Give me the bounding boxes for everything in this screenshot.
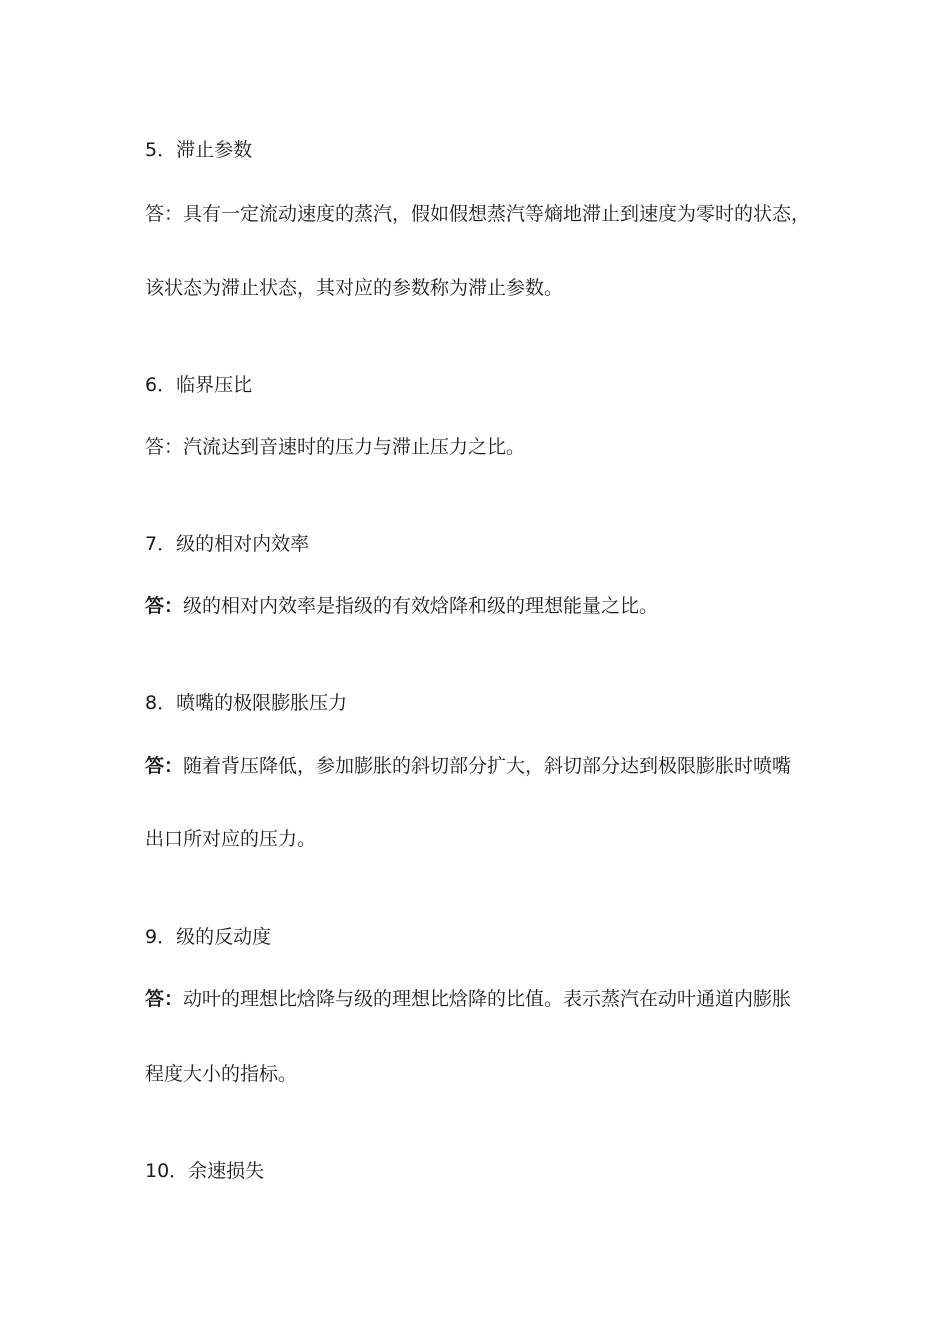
answer-line-continued: 该状态为滞止状态，其对应的参数称为滞止参数。 [145,277,564,299]
answer-line [145,986,825,1012]
answer-line-continued: 程度大小的指标。 [145,1063,298,1085]
heading-stagnation-parameters: 5．滞止参数 [145,139,253,161]
answer-label: 答： [145,203,184,225]
heading-leaving-velocity-loss: 10．余速损失 [145,1160,265,1182]
answer-line [145,434,825,460]
answer-line [145,753,825,779]
answer-label: 答： [145,595,184,617]
answer-line [145,593,825,619]
heading-stage-reaction-degree: 9．级的反动度 [145,926,272,948]
answer-line-continued: 出口所对应的压力。 [145,828,317,850]
answer-text: 汽流达到音速时的压力与滞止压力之比。 [183,436,526,458]
answer-text: 级的相对内效率是指级的有效焓降和级的理想能量之比。 [183,595,659,617]
answer-text: 具有一定流动速度的蒸汽，假如假想蒸汽等熵地滞止到速度为零时的状态， [183,203,811,225]
answer-text: 动叶的理想比焓降与级的理想比焓降的比值。表示蒸汽在动叶通道内膨胀 [183,988,792,1010]
heading-nozzle-limit-expansion-pressure: 8．喷嘴的极限膨胀压力 [145,692,348,714]
heading-stage-internal-efficiency: 7．级的相对内效率 [145,533,310,555]
answer-line [145,201,825,227]
answer-label: 答： [145,988,184,1010]
heading-critical-pressure-ratio: 6．临界压比 [145,374,253,396]
answer-text: 随着背压降低，参加膨胀的斜切部分扩大，斜切部分达到极限膨胀时喷嘴 [183,755,792,777]
answer-label: 答： [145,755,184,777]
answer-label: 答： [145,436,184,458]
